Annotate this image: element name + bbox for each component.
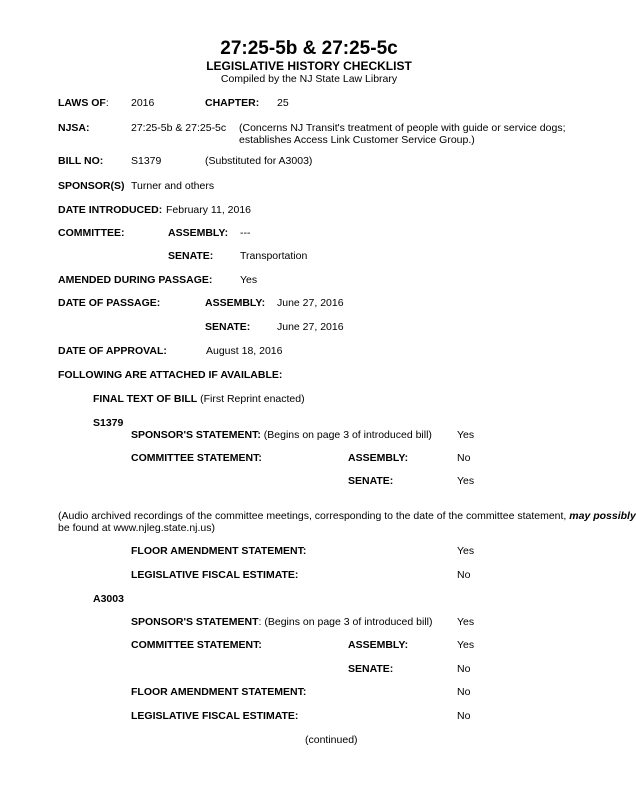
a3003-committee-assembly-value: Yes — [457, 639, 475, 651]
bill-no-value: S1379 — [131, 155, 162, 167]
sponsors-label: SPONSOR(S) — [58, 180, 125, 192]
s1379-committee-statement-label: COMMITTEE STATEMENT: — [131, 452, 262, 464]
a3003-fiscal-estimate-label: LEGISLATIVE FISCAL ESTIMATE: — [131, 710, 299, 722]
bill-no-label: BILL NO: — [58, 155, 104, 167]
s1379-fiscal-estimate-label: LEGISLATIVE FISCAL ESTIMATE: — [131, 569, 299, 581]
following-heading: FOLLOWING ARE ATTACHED IF AVAILABLE: — [58, 369, 283, 381]
s1379-floor-amendment-value: Yes — [457, 545, 475, 557]
bill-no-note: (Substituted for A3003) — [205, 155, 313, 167]
s1379-sponsor-statement-value: Yes — [457, 429, 475, 441]
page-title: 27:25-5b & 27:25-5c — [220, 38, 398, 59]
amended-label: AMENDED DURING PASSAGE: — [58, 274, 213, 286]
a3003-heading: A3003 — [93, 593, 124, 605]
a3003-sponsor-statement-value: Yes — [457, 616, 475, 628]
committee-assembly-label: ASSEMBLY: — [168, 227, 229, 239]
s1379-committee-assembly-value: No — [457, 452, 471, 464]
chapter-value: 25 — [277, 97, 289, 109]
s1379-heading: S1379 — [93, 417, 124, 429]
s1379-sponsor-statement: SPONSOR'S STATEMENT: (Begins on page 3 of introduced bill) — [131, 429, 432, 441]
date-of-approval-label: DATE OF APPROVAL: — [58, 345, 167, 357]
passage-senate-label: SENATE: — [205, 321, 251, 333]
sponsors-value: Turner and others — [131, 180, 215, 192]
chapter-label: CHAPTER: — [205, 97, 260, 109]
committee-label: COMMITTEE: — [58, 227, 125, 239]
amended-value: Yes — [240, 274, 258, 286]
a3003-sponsor-statement: SPONSOR'S STATEMENT: (Begins on page 3 of introduced bill) — [131, 616, 433, 628]
compiled-by: Compiled by the NJ State Law Library — [220, 73, 398, 85]
a3003-committee-assembly-label: ASSEMBLY: — [348, 639, 409, 651]
date-of-passage-label: DATE OF PASSAGE: — [58, 297, 161, 309]
laws-of-label: LAWS OF: — [58, 97, 109, 109]
audio-note-line1: (Audio archived recordings of the committee meetings, corresponding to the date of the committee statement, may possibly — [58, 510, 636, 522]
audio-note-line2: be found at www.njleg.state.nj.us) — [58, 522, 216, 534]
njsa-description-line2: establishes Access Link Customer Service Group.) — [239, 134, 475, 146]
a3003-fiscal-estimate-value: No — [457, 710, 471, 722]
s1379-fiscal-estimate-value: No — [457, 569, 471, 581]
passage-senate-value: June 27, 2016 — [277, 321, 344, 333]
s1379-committee-assembly-label: ASSEMBLY: — [348, 452, 409, 464]
date-introduced-label: DATE INTRODUCED: — [58, 204, 163, 216]
continued-note: (continued) — [305, 734, 358, 746]
laws-of-value: 2016 — [131, 97, 155, 109]
passage-assembly-value: June 27, 2016 — [277, 297, 344, 309]
date-of-approval-value: August 18, 2016 — [206, 345, 283, 357]
date-introduced-value: February 11, 2016 — [166, 204, 252, 216]
committee-senate-value: Transportation — [240, 250, 308, 262]
njsa-label: NJSA: — [58, 122, 90, 134]
s1379-committee-senate-label: SENATE: — [348, 475, 394, 487]
a3003-committee-senate-value: No — [457, 663, 471, 675]
njsa-value: 27:25-5b & 27:25-5c — [131, 122, 227, 134]
a3003-committee-senate-label: SENATE: — [348, 663, 394, 675]
page-subtitle: LEGISLATIVE HISTORY CHECKLIST — [206, 59, 412, 73]
a3003-floor-amendment-label: FLOOR AMENDMENT STATEMENT: — [131, 686, 307, 698]
a3003-committee-statement-label: COMMITTEE STATEMENT: — [131, 639, 262, 651]
final-text-of-bill: FINAL TEXT OF BILL (First Reprint enacted) — [93, 393, 305, 405]
committee-assembly-value: --- — [240, 227, 251, 239]
s1379-committee-senate-value: Yes — [457, 475, 475, 487]
njsa-description-line1: (Concerns NJ Transit's treatment of people with guide or service dogs; — [239, 122, 566, 134]
passage-assembly-label: ASSEMBLY: — [205, 297, 266, 309]
s1379-floor-amendment-label: FLOOR AMENDMENT STATEMENT: — [131, 545, 307, 557]
committee-senate-label: SENATE: — [168, 250, 214, 262]
a3003-floor-amendment-value: No — [457, 686, 471, 698]
